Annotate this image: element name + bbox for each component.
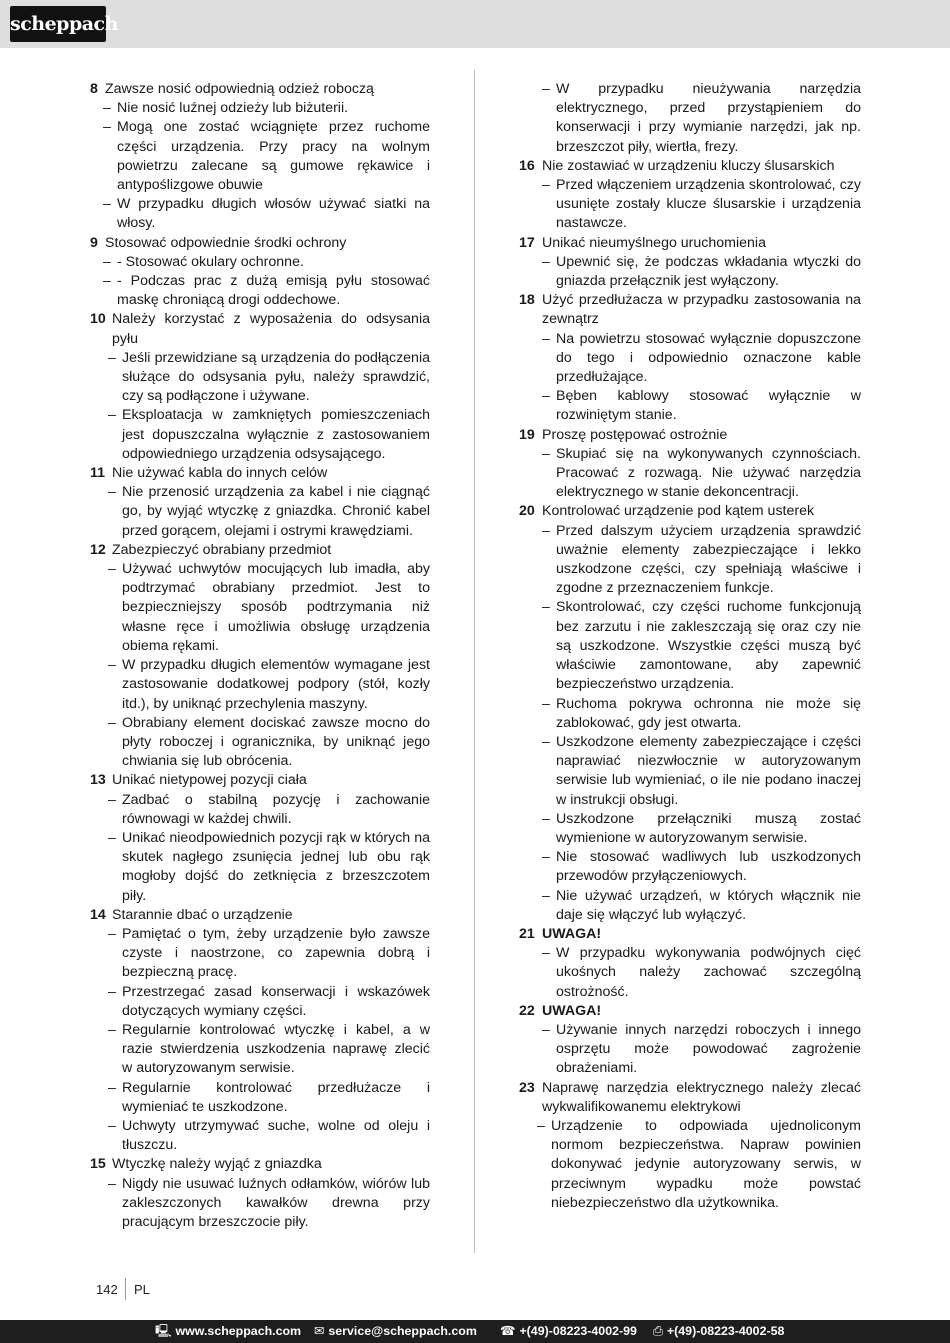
section-number: 8 [90, 81, 98, 97]
section-title: Starannie dbać o urządzenie [112, 906, 293, 923]
list-item: Nie nosić luźnej odzieży lub biżuterii. [117, 100, 349, 117]
section-18: 18 Użyć przedłużacza w przypadku zastosowania na zewnątrz – Na powietrzu stosować wyłącznie dopuszczone do tego i odpowiednio oznaczone kable przedłużające. – Bęben kablowy stosować wyłącznie w rozwiniętym stanie. [519, 291, 861, 425]
list-item: Uszkodzone elementy zabezpieczające i części naprawiać niezwłocznie w autoryzowanym serwisie lub wymieniać, o ile nie podano inaczej w instrukcji obsługi. [556, 733, 861, 808]
section-title: Nie używać kabla do innych celów [112, 465, 328, 482]
fax-icon: ⎙ [653, 1324, 663, 1338]
page-number: 142 [96, 1282, 118, 1297]
section-21: 21 UWAGA! – W przypadku wykonywania podwójnych cięć ukośnych należy zachować szczególną ostrożność. [519, 925, 861, 1002]
list-item: Unikać nieodpowiednich pozycji rąk w których na skutek nagłego zsunięcia jednej lub obu rąk mogłoby dojść do zetknięcia z brzeszczotem piły. [122, 829, 430, 904]
section-number: 18 [519, 292, 535, 309]
section-number: 20 [519, 503, 535, 520]
section-23: 23 Naprawę narzędzia elektrycznego należy zlecać wykwalifikowanemu elektrykowi – Urządzenie to odpowiada ujednoliconym normom bezpieczeństwa. Napraw powinien dokonywać jedynie autoryzowany serwis, w przeciwnym wypadku może powstać niebezpieczeństwo dla użytkownika. [519, 1079, 861, 1213]
list-item: Skontrolować, czy części ruchome funkcjonują bez zarzutu i nie zakleszczają się oraz czy nie są uszkodzone. Wszystkie części muszą być właściwie zamontowane, aby zapewnić bezpieczeństwo urządzenia. [556, 599, 861, 693]
list-item: Uszkodzone przełączniki muszą zostać wymienione w autoryzowanym serwisie. [556, 810, 861, 846]
list-item: Mogą one zostać wciągnięte przez ruchome części urządzenia. Przy pracy na wolnym powietrzu zalecane są gumowe rękawice i antypoślizgowe obuwie [117, 119, 430, 194]
section-11: 11 Nie używać kabla do innych celów – Nie przenosić urządzenia za kabel i nie ciągnąć go, by wyjąć wtyczkę z gniazdka. Chronić kabel przed gorącem, olejami i ostrymi krawędziami. [90, 464, 430, 541]
list-item: Ruchoma pokrywa ochronna nie może się zablokować, gdy jest otwarta. [556, 695, 861, 731]
list-item: Nie stosować wadliwych lub uszkodzonych przewodów przyłączeniowych. [556, 849, 861, 885]
email-text: service@scheppach.com [328, 1324, 477, 1338]
section-title: Unikać nietypowej pozycji ciała [112, 772, 307, 789]
scheppach-logo: scheppach [10, 6, 106, 42]
list-item: Regularnie kontrolować wtyczkę i kabel, a w razie stwierdzenia uszkodzenia naprawę zlecić w autoryzowanym serwisie. [122, 1021, 430, 1077]
section-title: Użyć przedłużacza w przypadku zastosowania na zewnątrz [542, 292, 861, 328]
section-22: 22 UWAGA! – Używanie innych narzędzi roboczych i innego osprzętu może powodować zagrożenie obrażeniami. [519, 1002, 861, 1079]
section-number: 21 [519, 925, 535, 942]
column-divider [474, 70, 475, 1253]
list-item: Nie używać urządzeń, w których włącznik nie daje się włączyć lub wyłączyć. [556, 887, 861, 923]
list-item: Na powietrzu stosować wyłącznie dopuszczone do tego i odpowiednio oznaczone kable przedłużające. [556, 330, 861, 386]
section-8: 8 Zawsze nosić odpowiednią odzież roboczą – Nie nosić luźnej odzieży lub biżuterii. – Mogą one zostać wciągnięte przez ruchome części urządzenia. Przy pracy na wolnym powietrzu zalecane są gumowe rękawice i antypoślizgowe obuwie – W przypadku długich włosów używać siatki na włosy. [90, 80, 430, 234]
footer-email[interactable] [314, 1320, 477, 1343]
list-item: Nie przenosić urządzenia za kabel i nie ciągnąć go, by wyjąć wtyczkę z gniazdka. Chronić kabel przed gorącem, olejami i ostrymi krawędziami. [122, 484, 430, 539]
section-number: 23 [519, 1079, 535, 1096]
section-title: Kontrolować urządzenie pod kątem usterek [542, 503, 815, 520]
list-item: Używanie innych narzędzi roboczych i innego osprzętu może powodować zagrożenie obrażeniami. [556, 1021, 861, 1077]
section-20: 20 Kontrolować urządzenie pod kątem usterek – Przed dalszym użyciem urządzenia sprawdzić uważnie elementy zabezpieczające i lekko uszkodzone części, czy spełniają właściwe i zgodne z przeznaczeniem funkcje. – Skontrolować, czy części ruchome funkcjonują bez zarzutu i nie zakleszczają się oraz czy nie są uszkodzone. Wszystkie części muszą być właściwie zamontowane, aby zapewnić bezpieczeństwo urządzenia. – Ruchoma pokrywa ochronna nie może się zablokować, gdy jest otwarta. – Uszkodzone elementy zabezpieczające i części naprawiać niezwłocznie w autoryzowanym serwisie lub wymieniać, o ile nie podano inaczej w instrukcji obsługi. – Uszkodzone przełączniki muszą zostać wymienione w autoryzowanym serwisie. – Nie stosować wadliwych lub uszkodzonych przewodów przyłączeniowych. – Nie używać urządzeń, w których włącznik nie daje się włączyć lub wyłączyć. [519, 502, 861, 924]
section-number: 22 [519, 1002, 535, 1019]
list-item: W przypadku długich włosów używać siatki na włosy. [117, 196, 430, 232]
section-number: 11 [90, 465, 105, 482]
section-number: 19 [519, 426, 535, 443]
envelope-icon: ✉ [314, 1324, 325, 1338]
list-item: Przestrzegać zasad konserwacji i wskazówek dotyczących wymiany części. [122, 983, 430, 1019]
header-bar [0, 0, 950, 48]
section-number: 15 [90, 1156, 106, 1173]
section-title: UWAGA! [542, 1002, 602, 1019]
section-number: 9 [90, 234, 98, 251]
section-9: 9 Stosować odpowiednie środki ochrony – - Stosować okulary ochronne. – - Podczas prac z dużą emisją pyłu stosować maskę chroniącą drogi oddechowe. [90, 234, 430, 311]
list-item: Uchwyty utrzymywać suche, wolne od oleju i tłuszczu. [122, 1117, 430, 1154]
list-item: W przypadku długich elementów wymagane jest zastosowanie dodatkowej podpory (stół, kozły itd.), by uniknąć przechylenia maszyny. [122, 657, 430, 712]
section-title: Proszę postępować ostrożnie [542, 426, 728, 443]
list-item: - Podczas prac z dużą emisją pyłu stosować maskę chroniącą drogi oddechowe. [117, 273, 430, 309]
footer-phone [500, 1320, 637, 1343]
website-text: www.scheppach.com [175, 1324, 302, 1338]
section-number: 12 [90, 541, 106, 558]
section-title: Wtyczkę należy wyjąć z gniazdka [112, 1156, 322, 1173]
list-item: Skupiać się na wykonywanych czynnościach. Pracować z rozwagą. Nie używać narzędzia elektrycznego w stanie dekoncentracji. [556, 445, 861, 501]
list-item: Upewnić się, że podczas wkładania wtyczki do gniazda przełącznik jest wyłączony. [556, 253, 861, 290]
section-number: 13 [90, 772, 106, 789]
section-title: Zawsze nosić odpowiednią odzież roboczą [105, 81, 374, 97]
continued-item: – W przypadku nieużywania narzędzia elektrycznego, przed przystąpieniem do konserwacji i przy wymianie narzędzi, jak np. brzeszczot piły, wiertła, frezy. [542, 80, 861, 157]
phone-text: +(49)-08223-4002-99 [519, 1324, 637, 1338]
section-number: 14 [90, 906, 106, 923]
list-item: Obrabiany element dociskać zawsze mocno do płyty roboczej i ogranicznika, by uniknąć jego chwiania się lub obrócenia. [122, 714, 430, 770]
section-title: Należy korzystać z wyposażenia do odsysania pyłu [112, 311, 430, 347]
right-column [519, 80, 861, 1213]
footer-website[interactable] [155, 1320, 301, 1343]
list-item: Bęben kablowy stosować wyłącznie w rozwiniętym stanie. [556, 388, 861, 424]
list-item: W przypadku nieużywania narzędzia elektrycznego, przed przystąpieniem do konserwacji i przy wymianie narzędzi, jak np. brzeszczot piły, wiertła, frezy. [556, 81, 861, 155]
left-column [90, 80, 430, 1232]
section-title: Zabezpieczyć obrabiany przedmiot [112, 541, 332, 558]
section-number: 10 [90, 311, 106, 328]
section-16: 16 Nie zostawiać w urządzeniu kluczy ślusarskich – Przed włączeniem urządzenia skontrolować, czy usunięte zostały klucze ślusarskie i urządzenia nastawcze. [519, 157, 861, 234]
list-item: Używać uchwytów mocujących lub imadła, aby podtrzymać obrabiany przedmiot. Jest to bezpieczniejszy sposób podtrzymania niż własne ręce i umożliwia obsługę urządzenia obiema rękami. [122, 561, 430, 654]
section-13: 13 Unikać nietypowej pozycji ciała – Zadbać o stabilną pozycję i zachowanie równowagi w każdej chwili. – Unikać nieodpowiednich pozycji rąk w których na skutek nagłego zsunięcia jednej lub obu rąk mogłoby dojść do zetknięcia z brzeszczotem piły. [90, 771, 430, 905]
list-item: W przypadku wykonywania podwójnych cięć ukośnych należy zachować szczególną ostrożność. [556, 945, 861, 1000]
fax-text: +(49)-08223-4002-58 [666, 1324, 785, 1338]
section-10: 10 Należy korzystać z wyposażenia do odsysania pyłu – Jeśli przewidziane są urządzenia do podłączenia służące do odsysania pyłu, należy sprawdzić, czy są podłączone i używane. – Eksploatacja w zamkniętych pomieszczeniach jest dopuszczalna wyłącznie z zastosowaniem odpowiedniego urządzenia odsysającego. [90, 310, 430, 464]
section-number: 17 [519, 234, 535, 251]
list-item: - Stosować okulary ochronne. [117, 253, 304, 270]
footer-fax [653, 1320, 784, 1343]
section-title: Naprawę narzędzia elektrycznego należy zlecać wykwalifikowanemu elektrykowi [542, 1079, 861, 1115]
list-item: Pamiętać o tym, żeby urządzenie było zawsze czyste i naostrzone, co zapewnia dobrą i bezpieczną pracę. [122, 925, 430, 981]
section-title: UWAGA! [542, 925, 602, 942]
section-title: Nie zostawiać w urządzeniu kluczy ślusarskich [542, 157, 835, 174]
section-title: Unikać nieumyślnego uruchomienia [542, 234, 766, 251]
list-item: Regularnie kontrolować przedłużacze i wymieniać te uszkodzone. [122, 1079, 430, 1115]
section-12: 12 Zabezpieczyć obrabiany przedmiot – Używać uchwytów mocujących lub imadła, aby podtrzymać obrabiany przedmiot. Jest to bezpieczniejszy sposób podtrzymania niż własne ręce i umożliwia obsługę urządzenia obiema rękami. – W przypadku długich elementów wymagane jest zastosowanie dodatkowej podpory (stół, kozły itd.), by uniknąć przechylenia maszyny. – Obrabiany element dociskać zawsze mocno do płyty roboczej i ogranicznika, by uniknąć jego chwiania się lub obrócenia. [90, 541, 430, 771]
list-item: Urządzenie to odpowiada ujednoliconym normom bezpieczeństwa. Napraw powinien dokonywać jedynie autoryzowany serwis, w przeciwnym wypadku może powstać niebezpieczeństwo dla użytkownika. [551, 1117, 861, 1211]
list-item: Jeśli przewidziane są urządzenia do podłączenia służące do odsysania pyłu, należy sprawdzić, czy są podłączone i używane. [122, 349, 430, 405]
section-15: 15 Wtyczkę należy wyjąć z gniazdka – Nigdy nie usuwać luźnych odłamków, wiórów lub zakleszczonych kawałków drewna przy pracującym brzeszczocie piły. [90, 1155, 430, 1232]
list-item: Eksploatacja w zamkniętych pomieszczeniach jest dopuszczalna wyłącznie z zastosowaniem odpowiedniego urządzenia odsysającego. [122, 407, 430, 462]
list-item: Zadbać o stabilną pozycję i zachowanie równowagi w każdej chwili. [122, 791, 430, 827]
language-code: PL [134, 1282, 150, 1297]
laptop-icon: 🖳 [155, 1324, 172, 1338]
section-title: Stosować odpowiednie środki ochrony [105, 234, 347, 251]
footer-bar [0, 1320, 950, 1343]
list-item: Nigdy nie usuwać luźnych odłamków, wiórów lub zakleszczonych kawałków drewna przy pracującym brzeszczocie piły. [122, 1175, 430, 1230]
section-19: 19 Proszę postępować ostrożnie – Skupiać się na wykonywanych czynnościach. Pracować z rozwagą. Nie używać narzędzia elektrycznego w stanie dekoncentracji. [519, 426, 861, 503]
page-number-divider [125, 1278, 126, 1300]
list-item: Przed włączeniem urządzenia skontrolować, czy usunięte zostały klucze ślusarskie i urządzenia nastawcze. [556, 177, 861, 232]
list-item: Przed dalszym użyciem urządzenia sprawdzić uważnie elementy zabezpieczające i lekko uszkodzone części, czy spełniają właściwe i zgodne z przeznaczeniem funkcje. [556, 522, 861, 597]
section-number: 16 [519, 157, 535, 174]
section-14: 14 Starannie dbać o urządzenie – Pamiętać o tym, żeby urządzenie było zawsze czyste i naostrzone, co zapewnia dobrą i bezpieczną pracę. – Przestrzegać zasad konserwacji i wskazówek dotyczących wymiany części. – Regularnie kontrolować wtyczkę i kabel, a w razie stwierdzenia uszkodzenia naprawę zlecić w autoryzowanym serwisie. – Regularnie kontrolować przedłużacze i wymieniać te uszkodzone. – Uchwyty utrzymywać suche, wolne od oleju i tłuszczu. [90, 906, 430, 1156]
section-17: 17 Unikać nieumyślnego uruchomienia – Upewnić się, że podczas wkładania wtyczki do gniazda przełącznik jest wyłączony. [519, 234, 861, 292]
phone-icon: ☎ [500, 1324, 516, 1338]
